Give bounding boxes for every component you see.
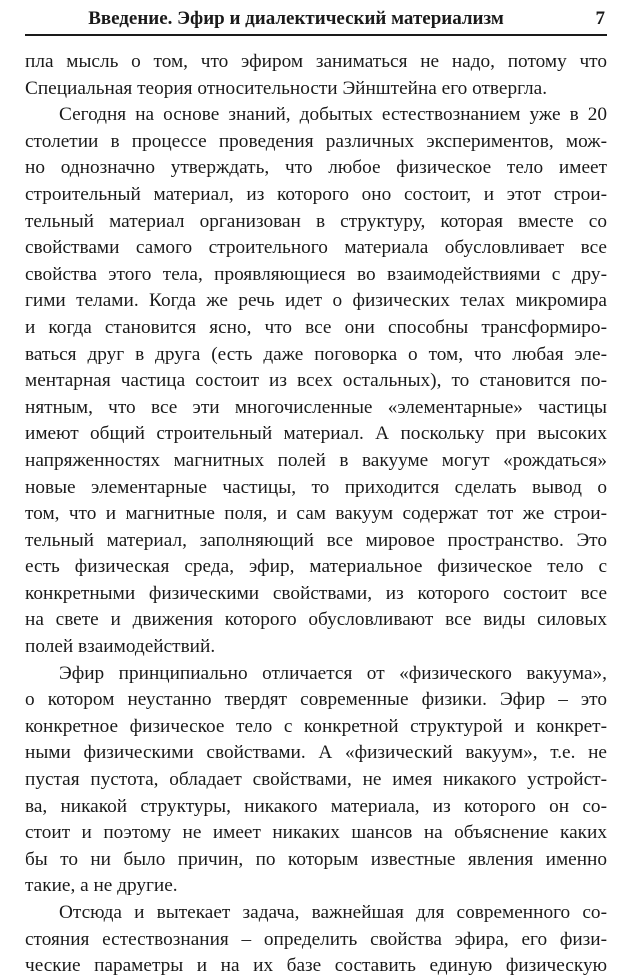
text-line: тельный материал организован в структуру, которая вместе со bbox=[25, 210, 607, 232]
paragraph bbox=[25, 102, 607, 660]
body-text bbox=[25, 49, 607, 980]
text-line: том, что и магнитные поля, и сам вакуум содержат тот же строи- bbox=[25, 503, 607, 525]
text-line: нятным, что все эти многочисленные «элементарные» частицы bbox=[25, 396, 607, 418]
text-line: такие, а не другие. bbox=[25, 875, 178, 897]
text-line: свойствами самого строительного материала обусловливает все bbox=[25, 237, 607, 259]
text-line: конкретное физическое тело с конкретной структурой и конкрет- bbox=[25, 715, 607, 737]
text-line: строительный материал, из которого оно состоит, и этот строи- bbox=[25, 183, 607, 205]
text-line: Сегодня на основе знаний, добытых естествознанием уже в 20 bbox=[59, 104, 607, 126]
text-line: но однозначно утверждать, что любое физическое тело имеет bbox=[25, 157, 607, 179]
paragraph bbox=[25, 900, 607, 980]
chapter-title: Введение. Эфир и диалектический материализм bbox=[88, 8, 504, 29]
text-line: столетии в процессе проведения различных экспериментов, мож- bbox=[25, 130, 607, 152]
text-line: ментарная частица состоит из всех остальных), то становится по- bbox=[25, 370, 607, 392]
text-line: пустая пустота, обладает свойствами, не имея никакого устройст- bbox=[25, 769, 607, 791]
text-line: ва, никакой структуры, никакого материала, из которого он со- bbox=[25, 795, 607, 817]
text-line: Отсюда и вытекает задача, важнейшая для современного со- bbox=[59, 902, 607, 923]
running-header bbox=[25, 0, 607, 36]
page-number: 7 bbox=[595, 8, 605, 29]
text-line: Эфир принципиально отличается от «физического вакуума», bbox=[59, 662, 607, 684]
text-line: тельный материал, заполняющий все мировое пространство. Это bbox=[25, 529, 607, 551]
text-line: пла мысль о том, что эфиром заниматься не надо, потому что bbox=[25, 51, 607, 72]
text-line: стояния естествознания – определить свойства эфира, его физи- bbox=[25, 928, 607, 950]
text-line: имеют общий строительный материал. А поскольку при высоких bbox=[25, 423, 607, 445]
text-line: гими телами. Когда же речь идет о физических телах микромира bbox=[25, 290, 607, 312]
text-line: бы то ни было причин, по которым известные явления именно bbox=[25, 848, 607, 870]
text-line: напряженностях магнитных полей в вакууме могут «рождаться» bbox=[25, 449, 607, 471]
text-line: и когда становится ясно, что все они способны трансформиро- bbox=[25, 316, 607, 338]
text-line: Специальная теория относительности Эйнштейна его отвергла. bbox=[25, 77, 548, 99]
text-line: на свете и движения которого обусловливают все виды силовых bbox=[25, 609, 607, 631]
text-line: новые элементарные частицы, то приходится сделать вывод о bbox=[25, 476, 607, 498]
text-line: стоит и поэтому не имеет никаких шансов на объяснение каких bbox=[25, 822, 607, 844]
text-line: ческие параметры и на их базе составить единую физическую bbox=[25, 955, 607, 977]
text-line: о котором неустанно твердят современные физики. Эфир – это bbox=[25, 689, 607, 711]
text-line: полей взаимодействий. bbox=[25, 636, 216, 658]
text-line: свойства этого тела, проявляющиеся во взаимодействиями с дру- bbox=[25, 263, 607, 285]
paragraph bbox=[25, 661, 607, 900]
text-line: ными физическими свойствами. А «физический вакуум», т.е. не bbox=[25, 742, 607, 764]
text-line: ваться друг в друга (есть даже поговорка о том, что любая эле- bbox=[25, 343, 607, 365]
paragraph bbox=[25, 49, 607, 102]
text-line: есть физическая среда, эфир, материальное физическое тело с bbox=[25, 556, 607, 578]
text-line: конкретными физическими свойствами, из которого состоит все bbox=[25, 582, 607, 604]
book-page bbox=[25, 0, 607, 977]
